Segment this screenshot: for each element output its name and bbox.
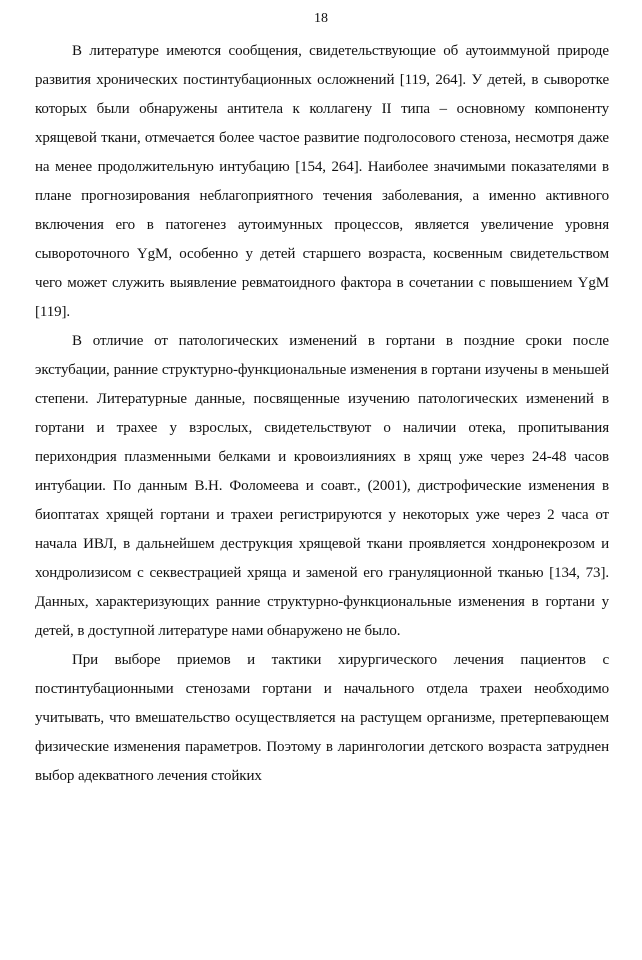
paragraph-early-changes: В отличие от патологических изменений в гортани в поздние сроки после экстубации, ранние структурно-функциональные изменения в гортани изучены в меньшей степени. Литературные данные, посвященные изучению патологических изменений в гортани и трахее у взрослых, свидетельствуют о наличии отека, пропитывания перихондрия плазменными белками и кровоизлияниях в хрящ уже через 24-48 часов интубации. По данным В.Н. Фоломеева и соавт., (2001), дистрофические изменения в биоптатах хрящей гортани и трахеи регистрируются у некоторых уже через 2 часа от начала ИВЛ, в дальнейшем деструкция хрящевой ткани проявляется хондронекрозом и хондролизисом с секвестрацией хряща и заменой его грануляционной тканью [134, 73]. Данных, характеризующих ранние структурно-функциональные изменения в гортани у детей, в доступной литературе нами обнаружено не было. xyxy=(35,333,609,639)
body-text xyxy=(35,37,609,791)
page-number: 18 xyxy=(314,11,328,26)
paragraph-surgical-tactics: При выборе приемов и тактики хирургического лечения пациентов с постинтубационными стенозами гортани и начального отдела трахеи необходимо учитывать, что вмешательство осуществляется на растущем организме, претерпевающем физические изменения параметров. Поэтому в ларингологии детского возраста затруднен выбор адекватного лечения стойких xyxy=(35,652,609,784)
paragraph-autoimmune: В литературе имеются сообщения, свидетельствующие об аутоиммуной природе развития хронических постинтубационных осложнений [119, 264]. У детей, в сыворотке которых были обнаружены антитела к коллагену II типа – основному компоненту хрящевой ткани, отмечается более частое развитие подголосового стеноза, несмотря даже на менее продолжительную интубацию [154, 264]. Наиболее значимыми показателями в плане прогнозирования неблагоприятного течения заболевания, а именно активного включения его в патогенез аутоимунных процессов, является увеличение уровня сывороточного YgM, особенно у детей старшего возраста, косвенным свидетельством чего может служить выявление ревматоидного фактора в сочетании с повышением YgM [119]. xyxy=(35,43,609,320)
